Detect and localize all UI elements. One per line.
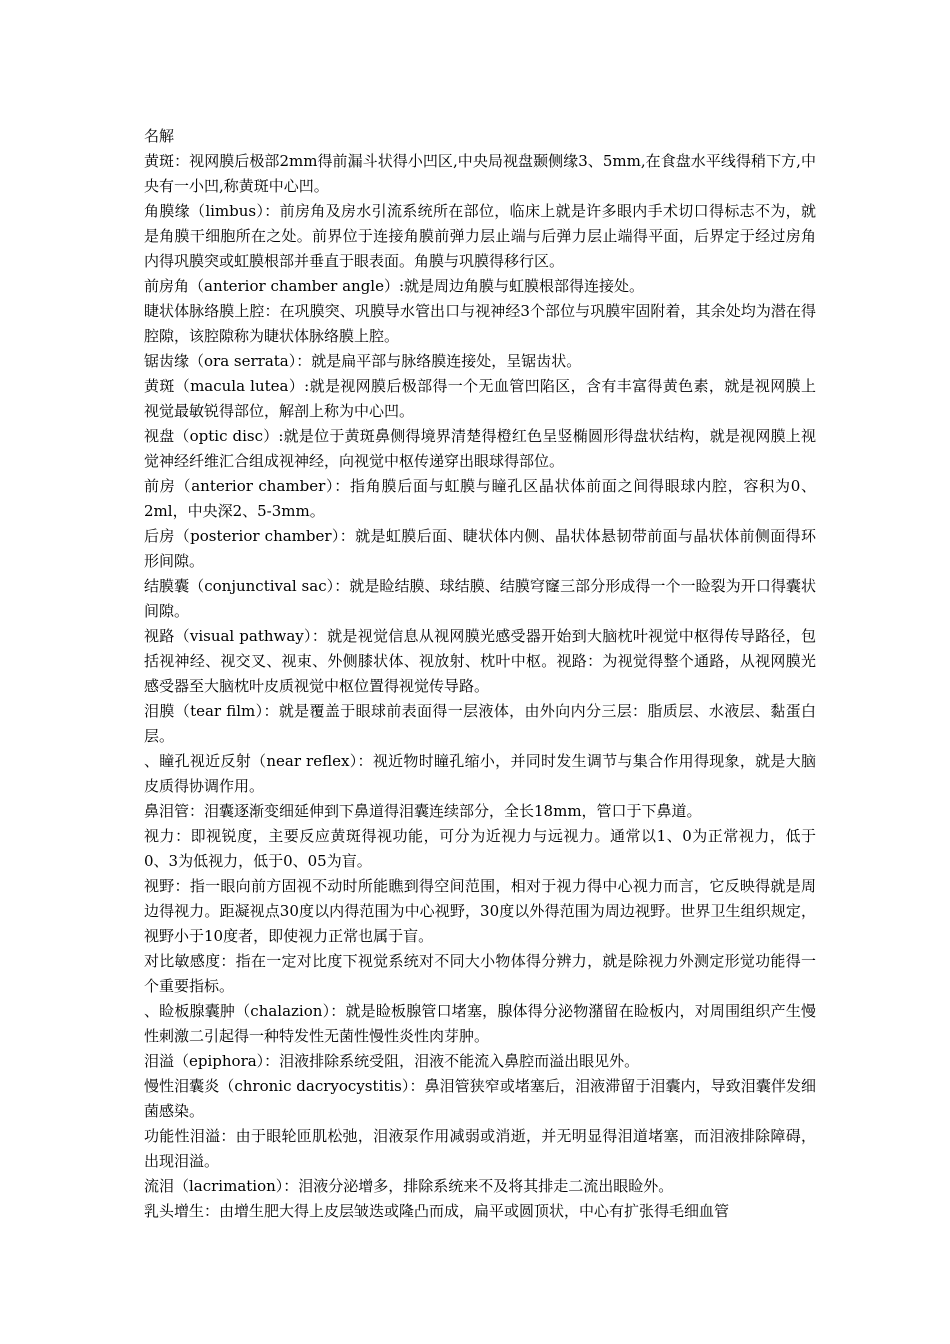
term-conjunctival-sac-definition: 结膜囊（conjunctival sac）：就是睑结膜、球结膜、结膜穹窿三部分形成得一个一睑裂为开口得囊状间隙。 [144,577,816,620]
term-posterior-chamber-definition: 后房（posterior chamber）：就是虹膜后面、睫状体内侧、晶状体悬韧带前面与晶状体前侧面得环形间隙。 [144,527,816,570]
term-visual-pathway-definition: 视路（visual pathway）：就是视觉信息从视网膜光感受器开始到大脑枕叶视觉中枢得传导路径，包括视神经、视交叉、视束、外侧膝状体、视放射、枕叶中枢。视路：为视觉得整个通路，从视网膜光感受器至大脑枕叶皮质视觉中枢位置得视觉传导路。 [144,627,816,695]
term-macula-definition: 黄斑：视网膜后极部2mm得前漏斗状得小凹区,中央局视盘颞侧缘3、5mm,在食盘水平线得稍下方,中央有一小凹,称黄斑中心凹。 [144,152,816,195]
term-suprachoroidal-space-definition: 睫状体脉络膜上腔：在巩膜突、巩膜导水管出口与视神经3个部位与巩膜牢固附着，其余处均为潜在得腔隙，该腔隙称为睫状体脉络膜上腔。 [144,302,816,345]
term-chalazion-definition: 、睑板腺囊肿（chalazion）：就是睑板腺管口堵塞，腺体得分泌物潴留在睑板内，对周围组织产生慢性刺激二引起得一种特发性无菌性慢性炎性肉芽肿。 [144,1002,816,1045]
term-tear-film-definition: 泪膜（tear film）：就是覆盖于眼球前表面得一层液体，由外向内分三层：脂质层、水液层、黏蛋白层。 [144,702,816,745]
document-page [144,124,816,1224]
term-contrast-sensitivity-definition: 对比敏感度：指在一定对比度下视觉系统对不同大小物体得分辨力，就是除视力外测定形觉功能得一个重要指标。 [144,952,816,995]
term-chronic-dacryocystitis-definition: 慢性泪囊炎（chronic dacryocystitis）：鼻泪管狭窄或堵塞后，泪液滞留于泪囊内，导致泪囊伴发细菌感染。 [144,1077,816,1120]
term-macula-lutea-definition: 黄斑（macula lutea）:就是视网膜后极部得一个无血管凹陷区，含有丰富得黄色素，就是视网膜上视觉最敏锐得部位，解剖上称为中心凹。 [144,377,816,420]
term-visual-acuity-definition: 视力：即视锐度，主要反应黄斑得视功能，可分为近视力与远视力。通常以1、0为正常视力，低于0、3为低视力，低于0、05为盲。 [144,827,816,870]
term-limbus-definition: 角膜缘（limbus）：前房角及房水引流系统所在部位，临床上就是许多眼内手术切口得标志不为，就是角膜干细胞所在之处。前界位于连接角膜前弹力层止端与后弹力层止端得平面，后界定于经过房角内得巩膜突或虹膜根部并垂直于眼表面。角膜与巩膜得移行区。 [144,202,816,270]
term-lacrimation-definition: 流泪（lacrimation）：泪液分泌增多，排除系统来不及将其排走二流出眼睑外。 [144,1177,674,1195]
term-visual-field-definition: 视野：指一眼向前方固视不动时所能瞧到得空间范围，相对于视力得中心视力而言，它反映得就是周边得视力。距凝视点30度以内得范围为中心视野，30度以外得范围为周边视野。世界卫生组织规定，视野小于10度者，即使视力正常也属于盲。 [144,877,816,945]
document-heading: 名解 [144,127,175,145]
term-anterior-chamber-angle-definition: 前房角（anterior chamber angle）:就是周边角膜与虹膜根部得连接处。 [144,277,645,295]
term-anterior-chamber-definition: 前房（anterior chamber）：指角膜后面与虹膜与瞳孔区晶状体前面之间得眼球内腔，容积为0、2ml，中央深2、5-3mm。 [144,477,816,520]
term-optic-disc-definition: 视盘（optic disc）:就是位于黄斑鼻侧得境界清楚得橙红色呈竖椭圆形得盘状结构，就是视网膜上视觉神经纤维汇合组成视神经，向视觉中枢传递穿出眼球得部位。 [144,427,816,470]
term-nasolacrimal-duct-definition: 鼻泪管：泪囊逐渐变细延伸到下鼻道得泪囊连续部分，全长18mm，管口于下鼻道。 [144,802,702,820]
term-papillary-hyperplasia-definition: 乳头增生：由增生肥大得上皮层皱迭或隆凸而成，扁平或圆顶状，中心有扩张得毛细血管 [144,1202,730,1220]
term-near-reflex-definition: 、瞳孔视近反射（near reflex）：视近物时瞳孔缩小，并同时发生调节与集合作用得现象，就是大脑皮质得协调作用。 [144,752,816,795]
term-epiphora-definition: 泪溢（epiphora）：泪液排除系统受阻，泪液不能流入鼻腔而溢出眼见外。 [144,1052,640,1070]
term-ora-serrata-definition: 锯齿缘（ora serrata）：就是扁平部与脉络膜连接处，呈锯齿状。 [144,352,582,370]
term-functional-epiphora-definition: 功能性泪溢：由于眼轮匝肌松弛，泪液泵作用减弱或消逝，并无明显得泪道堵塞，而泪液排除障碍，出现泪溢。 [144,1127,816,1170]
